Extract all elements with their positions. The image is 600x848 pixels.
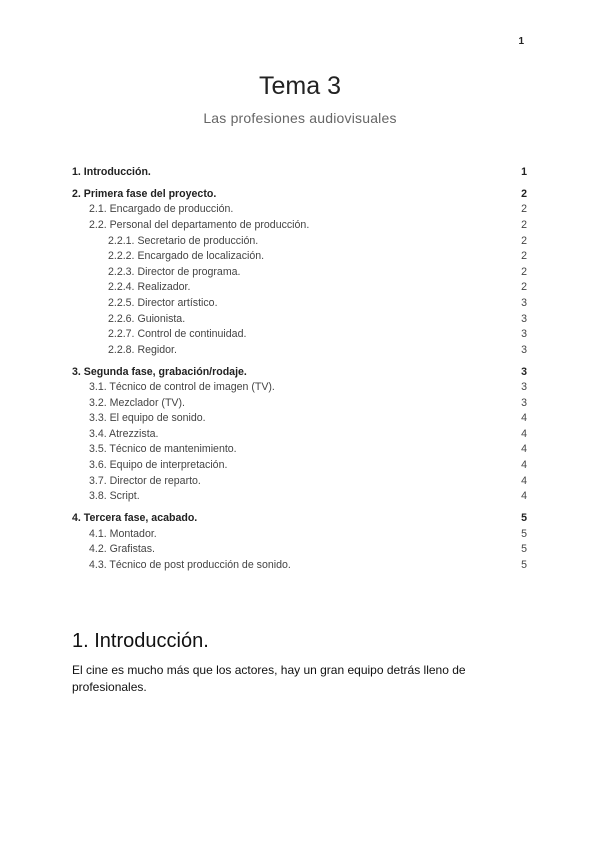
toc-entry-label: 3.2. Mezclador (TV). xyxy=(89,396,185,409)
toc-entry-label: 3.8. Script. xyxy=(89,490,140,503)
toc-entry[interactable] xyxy=(72,202,527,218)
toc-entry-label: 3.5. Técnico de mantenimiento. xyxy=(89,443,237,456)
toc-entry-label: 2.2.2. Encargado de localización. xyxy=(108,250,265,263)
toc-entry-label: 2.2.3. Director de programa. xyxy=(108,265,241,278)
toc-entry-label: 2.2.8. Regidor. xyxy=(108,343,177,356)
toc-entry-label: 2.2. Personal del departamento de producción. xyxy=(89,218,310,231)
toc-entry-page: 4 xyxy=(521,412,527,425)
toc-entry[interactable] xyxy=(72,474,527,490)
toc-entry[interactable] xyxy=(72,365,527,381)
toc-entry[interactable] xyxy=(72,249,527,265)
toc-entry-page: 4 xyxy=(521,427,527,440)
toc-entry[interactable] xyxy=(72,327,527,343)
toc-entry[interactable] xyxy=(72,427,527,443)
toc-entry-label: 2.2.6. Guionista. xyxy=(108,312,186,325)
toc-entry-page: 2 xyxy=(521,203,527,216)
toc-entry-label: 2. Primera fase del proyecto. xyxy=(72,187,217,200)
toc-entry-page: 5 xyxy=(521,543,527,556)
toc-entry-label: 3. Segunda fase, grabación/rodaje. xyxy=(72,365,247,378)
toc-entry-page: 2 xyxy=(521,234,527,247)
toc-entry[interactable] xyxy=(72,558,527,574)
toc-entry[interactable] xyxy=(72,312,527,328)
toc-entry-page: 5 xyxy=(521,512,527,525)
toc-entry-page: 4 xyxy=(521,490,527,503)
toc-entry-label: 2.2.4. Realizador. xyxy=(108,281,191,294)
toc-entry[interactable] xyxy=(72,218,527,234)
page-number: 1 xyxy=(518,36,524,47)
toc-entry-page: 3 xyxy=(521,312,527,325)
toc-entry-page: 3 xyxy=(521,396,527,409)
toc-entry-label: 3.7. Director de reparto. xyxy=(89,474,201,487)
toc-entry-page: 3 xyxy=(521,365,527,378)
toc-entry[interactable] xyxy=(72,343,527,359)
toc-entry[interactable] xyxy=(72,187,527,203)
toc-entry[interactable] xyxy=(72,489,527,505)
toc-entry[interactable] xyxy=(72,442,527,458)
toc-entry-page: 1 xyxy=(521,166,527,178)
section-heading: 1. Introducción. xyxy=(72,630,209,652)
toc-entry[interactable] xyxy=(72,458,527,474)
section-paragraph: El cine es mucho más que los actores, hay un gran equipo detrás lleno de profesionales. xyxy=(72,663,466,694)
toc-entry-label: 4. Tercera fase, acabado. xyxy=(72,512,198,525)
toc-entry[interactable] xyxy=(72,234,527,250)
toc-entry-page: 4 xyxy=(521,474,527,487)
toc-entry-label: 3.4. Atrezzista. xyxy=(89,427,159,440)
toc-entry[interactable] xyxy=(72,411,527,427)
toc-entry-label: 2.2.7. Control de continuidad. xyxy=(108,328,247,341)
table-of-contents xyxy=(72,165,527,573)
toc-entry-page: 5 xyxy=(521,558,527,571)
toc-entry-label: 4.1. Montador. xyxy=(89,527,157,540)
toc-entry-label: 4.2. Grafistas. xyxy=(89,543,155,556)
toc-entry[interactable] xyxy=(72,380,527,396)
toc-entry-page: 2 xyxy=(521,250,527,263)
toc-entry-page: 3 xyxy=(521,328,527,341)
document-title: Tema 3 xyxy=(259,72,341,100)
toc-entry[interactable] xyxy=(72,165,527,181)
toc-entry-page: 2 xyxy=(521,218,527,231)
toc-entry-page: 4 xyxy=(521,443,527,456)
toc-entry-label: 3.3. El equipo de sonido. xyxy=(89,412,206,425)
toc-entry-page: 3 xyxy=(521,343,527,356)
toc-entry-page: 4 xyxy=(521,459,527,472)
toc-entry-label: 3.1. Técnico de control de imagen (TV). xyxy=(89,381,275,394)
toc-entry-label: 3.6. Equipo de interpretación. xyxy=(89,459,228,472)
toc-entry[interactable] xyxy=(72,396,527,412)
toc-entry-label: 2.2.1. Secretario de producción. xyxy=(108,234,259,247)
toc-entry[interactable] xyxy=(72,280,527,296)
toc-entry-page: 5 xyxy=(521,527,527,540)
toc-entry[interactable] xyxy=(72,511,527,527)
toc-entry-label: 2.2.5. Director artístico. xyxy=(108,296,218,309)
toc-entry[interactable] xyxy=(72,527,527,543)
toc-entry-page: 3 xyxy=(521,296,527,309)
toc-entry-label: 2.1. Encargado de producción. xyxy=(89,203,234,216)
toc-entry-label: 4.3. Técnico de post producción de sonido. xyxy=(89,558,291,571)
toc-entry[interactable] xyxy=(72,296,527,312)
toc-entry-page: 3 xyxy=(521,381,527,394)
toc-entry[interactable] xyxy=(72,265,527,281)
toc-entry-page: 2 xyxy=(521,187,527,200)
toc-entry-label: 1. Introducción. xyxy=(72,166,151,178)
toc-entry-page: 2 xyxy=(521,265,527,278)
document-subtitle: Las profesiones audiovisuales xyxy=(203,110,397,126)
toc-entry-page: 2 xyxy=(521,281,527,294)
toc-entry[interactable] xyxy=(72,542,527,558)
